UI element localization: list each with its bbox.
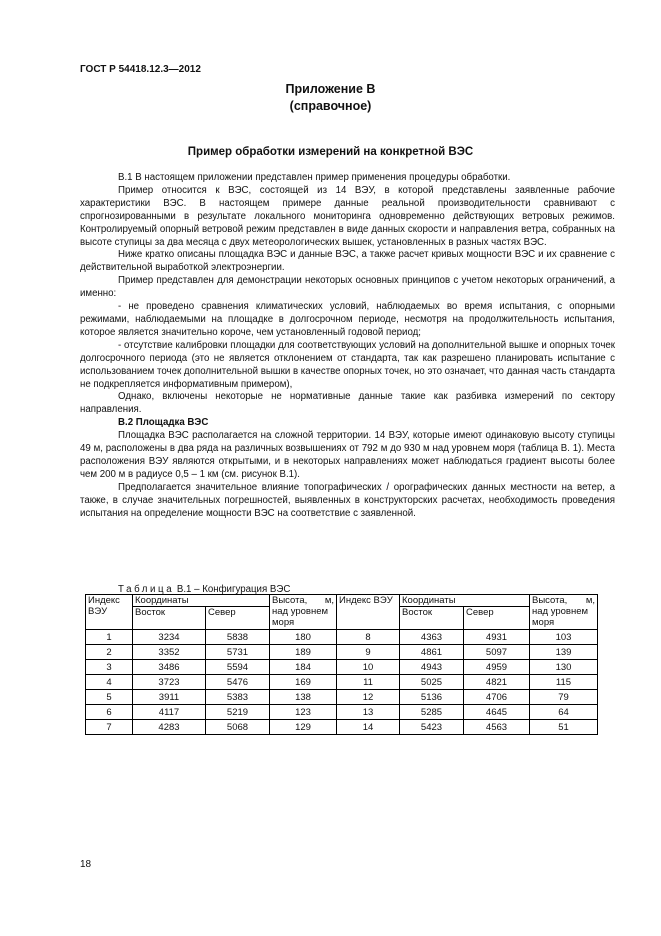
cell-north-2: 4563 <box>464 720 530 735</box>
cell-east-2: 5025 <box>400 675 464 690</box>
paragraph: Пример представлен для демонстрации некоторых основных принципов с учетом некоторых ограничений, а именно: <box>80 275 615 300</box>
cell-height: 129 <box>270 720 337 735</box>
appendix-title: Приложение В <box>285 82 376 96</box>
cell-index: 2 <box>86 645 133 660</box>
cell-index-2: 14 <box>337 720 400 735</box>
table-row <box>86 645 598 660</box>
table-caption-word: Таблица <box>118 584 175 595</box>
header-coords: Координаты <box>133 595 270 607</box>
header-height-rest: над уровнем моря <box>272 606 329 628</box>
paragraph: Однако, включены некоторые не нормативные данные такие как разбивка измерений по сектору направления. <box>80 391 615 416</box>
cell-height-2: 64 <box>530 705 598 720</box>
cell-north-2: 5097 <box>464 645 530 660</box>
configuration-table <box>85 594 598 735</box>
table-row <box>86 720 598 735</box>
cell-east-2: 4861 <box>400 645 464 660</box>
cell-height-2: 79 <box>530 690 598 705</box>
cell-north: 5383 <box>206 690 270 705</box>
paragraph: Ниже кратко описаны площадка ВЭС и данные ВЭС, а также расчет кривых мощности ВЭС и их сравнение с действительной выработкой электроэнергии. <box>80 249 615 274</box>
paragraph: Пример относится к ВЭС, состоящей из 14 ВЭУ, в которой представлены заявленные рабочие характеристики ВЭС. В настоящем примере данные реальной производительности сравнивают с спрогнозированными в результате локального мониторинга одновременно действующих ветровых режимов. Контролируемый опорный ветровой режим представлен в виде данных скорости и направления ветра, собранных на высоте ступицы за два месяца с двух метеорологических вышек, установленных в разных частях ВЭС. <box>80 184 615 248</box>
header-north-2: Север <box>464 607 530 630</box>
cell-index: 7 <box>86 720 133 735</box>
cell-east: 3352 <box>133 645 206 660</box>
cell-east-2: 4363 <box>400 630 464 645</box>
header-height-2 <box>530 595 598 630</box>
page-number: 18 <box>80 859 92 870</box>
cell-index-2: 8 <box>337 630 400 645</box>
header-coords-2: Координаты <box>400 595 530 607</box>
table-row <box>86 705 598 720</box>
cell-north: 5594 <box>206 660 270 675</box>
cell-height-2: 103 <box>530 630 598 645</box>
header-index: Индекс ВЭУ <box>86 595 133 630</box>
cell-height: 184 <box>270 660 337 675</box>
cell-index-2: 11 <box>337 675 400 690</box>
header-height-2-rest: над уровнем моря <box>532 606 589 628</box>
cell-height-2: 115 <box>530 675 598 690</box>
header-index-2: Индекс ВЭУ <box>337 595 400 630</box>
cell-east: 3723 <box>133 675 206 690</box>
cell-height: 123 <box>270 705 337 720</box>
cell-east: 3911 <box>133 690 206 705</box>
appendix-heading: Пример обработки измерений на конкретной ВЭС <box>187 146 474 158</box>
cell-height: 180 <box>270 630 337 645</box>
header-north: Север <box>206 607 270 630</box>
cell-height: 189 <box>270 645 337 660</box>
paragraph: - не проведено сравнения климатических условий, наблюдаемых во время испытания, с опорными режимами, наблюдаемыми на площадке в долгосрочном периоде, несмотря на продолжительность испытания, которое является значительно короче, чем установленный годовой период; <box>80 301 615 338</box>
cell-east-2: 5285 <box>400 705 464 720</box>
appendix-subtitle: (справочное) <box>289 99 372 113</box>
cell-north: 5068 <box>206 720 270 735</box>
cell-height: 169 <box>270 675 337 690</box>
cell-height-2: 130 <box>530 660 598 675</box>
header-east: Восток <box>133 607 206 630</box>
cell-index-2: 13 <box>337 705 400 720</box>
table-row <box>86 630 598 645</box>
cell-east-2: 5423 <box>400 720 464 735</box>
table-row <box>86 675 598 690</box>
cell-height: 138 <box>270 690 337 705</box>
cell-east: 3234 <box>133 630 206 645</box>
body-text <box>80 172 615 520</box>
header-height-2-word: Высота, <box>532 595 568 606</box>
cell-north: 5731 <box>206 645 270 660</box>
table-header-row <box>86 595 598 607</box>
cell-east-2: 5136 <box>400 690 464 705</box>
header-height-2-unit: м, <box>585 595 595 606</box>
cell-north-2: 4959 <box>464 660 530 675</box>
table-row <box>86 660 598 675</box>
paragraph: В.1 В настоящем приложении представлен пример применения процедуры обработки. <box>118 172 511 183</box>
header-height-word: Высота, <box>272 595 308 606</box>
cell-north: 5219 <box>206 705 270 720</box>
cell-index: 1 <box>86 630 133 645</box>
header-height-unit: м, <box>324 595 334 606</box>
cell-height-2: 139 <box>530 645 598 660</box>
cell-index-2: 12 <box>337 690 400 705</box>
cell-north-2: 4645 <box>464 705 530 720</box>
cell-east: 4283 <box>133 720 206 735</box>
table-caption-text: В.1 – Конфигурация ВЭС <box>174 584 291 595</box>
cell-index: 3 <box>86 660 133 675</box>
cell-height-2: 51 <box>530 720 598 735</box>
cell-index-2: 9 <box>337 645 400 660</box>
cell-index: 6 <box>86 705 133 720</box>
cell-index: 4 <box>86 675 133 690</box>
cell-north: 5838 <box>206 630 270 645</box>
cell-north-2: 4931 <box>464 630 530 645</box>
cell-north: 5476 <box>206 675 270 690</box>
cell-east: 4117 <box>133 705 206 720</box>
paragraph: Предполагается значительное влияние топографических / орографических данных местности на ветер, а также, в случае значительных погрешностей, выявленных в конструкторских расчетах, необходимость проведения испытания на определение мощности ВЭС на соответствие с заявленной. <box>80 481 615 519</box>
cell-index-2: 10 <box>337 660 400 675</box>
cell-index: 5 <box>86 690 133 705</box>
standard-header: ГОСТ Р 54418.12.3—2012 <box>80 64 201 75</box>
table-row <box>86 690 598 705</box>
paragraph: - отсутствие калибровки площадки для соответствующих условий на дополнительной вышке и опорных точек долгосрочного периода (это не является отклонением от стандарта, так как разрешено планировать испытание с использованием точек дополнительной вышки в качестве опорных точек, но это означает, что данная часть стандарта не подкрепляется информативным примером), <box>80 339 615 390</box>
paragraph: Площадка ВЭС располагается на сложной территории. 14 ВЭУ, которые имеют одинаковую высоту ступицы 49 м, расположены в два ряда на различных возвышениях от 792 м до 930 м над уровнем моря (таблица В. 1). Места расположения ВЭУ являются открытыми, и в некоторых направлениях может наблюдаться градиент высоты более чем 200 м в радиусе 0,5 – 1 км (см. рисунок В.1). <box>80 430 615 480</box>
header-east-2: Восток <box>400 607 464 630</box>
cell-north-2: 4706 <box>464 690 530 705</box>
header-height <box>270 595 337 630</box>
section-heading: В.2 Площадка ВЭС <box>118 417 209 429</box>
cell-north-2: 4821 <box>464 675 530 690</box>
cell-east: 3486 <box>133 660 206 675</box>
cell-east-2: 4943 <box>400 660 464 675</box>
